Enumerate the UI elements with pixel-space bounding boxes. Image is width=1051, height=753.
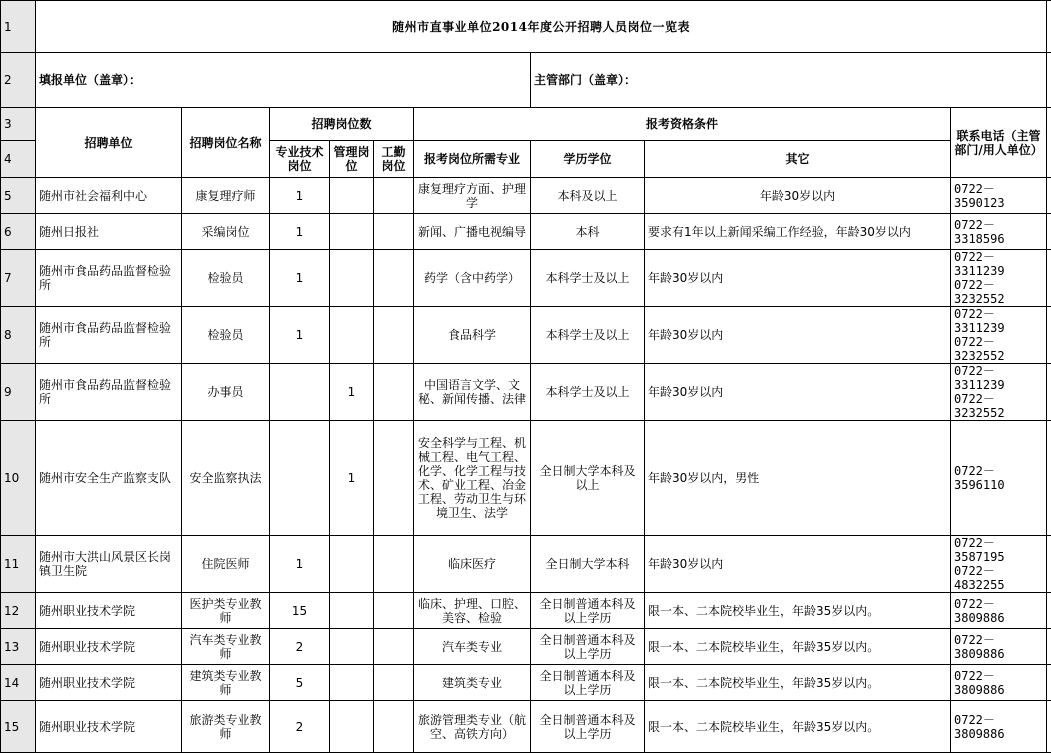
phone-number: 0722－3311239: [954, 250, 1043, 278]
cell-count-work[interactable]: [374, 665, 414, 701]
table-row: [1, 421, 1051, 536]
blank-cell[interactable]: [1047, 1, 1051, 53]
table-row: [1, 593, 1051, 629]
cell-unit[interactable]: 随州市食品药品监督检验所: [36, 364, 182, 421]
cell-count-pro[interactable]: 2: [270, 629, 330, 665]
fill-dept-label[interactable]: 主管部门（盖章）：: [531, 53, 1047, 108]
header-row-1: [1, 108, 1051, 141]
cell-count-mgmt[interactable]: 1: [330, 364, 374, 421]
blank-cell[interactable]: [1047, 421, 1051, 536]
phone-number: 0722－3809886: [954, 597, 1043, 625]
cell-other[interactable]: 年龄30岁以内，男性: [645, 421, 951, 536]
phone-number: 0722－3232552: [954, 278, 1043, 306]
header-edu[interactable]: 学历学位: [531, 141, 645, 178]
cell-phone[interactable]: [951, 629, 1047, 665]
row-header-2[interactable]: 2: [1, 53, 36, 108]
cell-major[interactable]: 药学（含中药学）: [414, 250, 531, 307]
cell-count-mgmt[interactable]: 1: [330, 421, 374, 536]
table-row: [1, 536, 1051, 593]
cell-major[interactable]: 安全科学与工程、机械工程、电气工程、化学、化学工程与技术、矿业工程、冶金工程、劳动卫生与环境卫生、法学: [414, 421, 531, 536]
cell-count-pro[interactable]: [270, 421, 330, 536]
blank-cell[interactable]: [1047, 53, 1051, 108]
cell-unit[interactable]: 随州职业技术学院: [36, 593, 182, 629]
header-post[interactable]: 招聘岗位名称: [182, 108, 270, 178]
header-count-mgmt[interactable]: 管理岗位: [330, 141, 374, 178]
cell-phone[interactable]: [951, 307, 1047, 364]
cell-edu[interactable]: 本科学士及以上: [531, 250, 645, 307]
header-count[interactable]: 招聘岗位数: [270, 108, 414, 141]
cell-count-mgmt[interactable]: [330, 629, 374, 665]
cell-major[interactable]: 新闻、广播电视编导: [414, 214, 531, 250]
cell-count-work[interactable]: [374, 701, 414, 753]
cell-major[interactable]: 康复理疗方面、护理学: [414, 178, 531, 214]
header-count-work[interactable]: 工勤岗位: [374, 141, 414, 178]
blank-cell[interactable]: [1047, 250, 1051, 307]
row-header-7[interactable]: 7: [1, 250, 36, 307]
blank-cell[interactable]: [1047, 364, 1051, 421]
table-row: [1, 665, 1051, 701]
cell-edu[interactable]: 全日制大学本科及以上: [531, 421, 645, 536]
table-row: [1, 214, 1051, 250]
cell-phone[interactable]: [951, 536, 1047, 593]
table-row: [1, 629, 1051, 665]
blank-cell[interactable]: [1047, 214, 1051, 250]
cell-count-pro[interactable]: 5: [270, 665, 330, 701]
cell-edu[interactable]: 全日制普通本科及以上学历: [531, 593, 645, 629]
cell-count-pro[interactable]: 1: [270, 307, 330, 364]
cell-count-work[interactable]: [374, 250, 414, 307]
cell-count-mgmt[interactable]: [330, 250, 374, 307]
cell-count-work[interactable]: [374, 214, 414, 250]
cell-post[interactable]: 检验员: [182, 250, 270, 307]
cell-phone[interactable]: [951, 214, 1047, 250]
cell-other[interactable]: 年龄30岁以内: [645, 364, 951, 421]
cell-other[interactable]: 限一本、二本院校毕业生，年龄35岁以内。: [645, 593, 951, 629]
cell-count-pro[interactable]: 1: [270, 250, 330, 307]
header-unit[interactable]: 招聘单位: [36, 108, 182, 178]
phone-number: 0722－3232552: [954, 335, 1043, 363]
cell-count-pro[interactable]: [270, 364, 330, 421]
cell-major[interactable]: 旅游管理类专业（航空、高铁方向）: [414, 701, 531, 753]
cell-unit[interactable]: 随州职业技术学院: [36, 629, 182, 665]
cell-post[interactable]: 医护类专业教师: [182, 593, 270, 629]
page-title[interactable]: 随州市直事业单位2014年度公开招聘人员岗位一览表: [36, 1, 1047, 53]
blank-cell[interactable]: [1047, 629, 1051, 665]
blank-cell[interactable]: [1047, 307, 1051, 364]
phone-number: 0722－3311239: [954, 364, 1043, 392]
cell-major[interactable]: 汽车类专业: [414, 629, 531, 665]
table-row: [1, 364, 1051, 421]
cell-phone[interactable]: [951, 421, 1047, 536]
cell-other[interactable]: 限一本、二本院校毕业生，年龄35岁以内。: [645, 629, 951, 665]
phone-number: 0722－3590123: [954, 182, 1043, 210]
cell-count-mgmt[interactable]: [330, 178, 374, 214]
blank-cell[interactable]: [1047, 701, 1051, 753]
cell-post[interactable]: 检验员: [182, 307, 270, 364]
cell-count-work[interactable]: [374, 593, 414, 629]
fill-row: [1, 53, 1051, 108]
cell-phone[interactable]: [951, 701, 1047, 753]
cell-post[interactable]: 安全监察执法: [182, 421, 270, 536]
cell-major[interactable]: 临床、护理、口腔、美容、检验: [414, 593, 531, 629]
phone-number: 0722－3809886: [954, 713, 1043, 741]
cell-edu[interactable]: 本科学士及以上: [531, 364, 645, 421]
cell-other[interactable]: 要求有1年以上新闻采编工作经验，年龄30岁以内: [645, 214, 951, 250]
cell-post[interactable]: 办事员: [182, 364, 270, 421]
cell-unit[interactable]: 随州市大洪山风景区长岗镇卫生院: [36, 536, 182, 593]
cell-post[interactable]: 汽车类专业教师: [182, 629, 270, 665]
row-header-8[interactable]: 8: [1, 307, 36, 364]
cell-unit[interactable]: 随州市食品药品监督检验所: [36, 307, 182, 364]
cell-major[interactable]: 临床医疗: [414, 536, 531, 593]
cell-count-pro[interactable]: 1: [270, 178, 330, 214]
cell-post[interactable]: 住院医师: [182, 536, 270, 593]
cell-unit[interactable]: 随州市社会福利中心: [36, 178, 182, 214]
blank-cell[interactable]: [1047, 593, 1051, 629]
cell-other[interactable]: 限一本、二本院校毕业生，年龄35岁以内。: [645, 665, 951, 701]
cell-other[interactable]: 年龄30岁以内: [645, 307, 951, 364]
blank-cell[interactable]: [1047, 178, 1051, 214]
cell-unit[interactable]: 随州市安全生产监察支队: [36, 421, 182, 536]
cell-edu[interactable]: 全日制普通本科及以上学历: [531, 701, 645, 753]
cell-unit[interactable]: 随州职业技术学院: [36, 701, 182, 753]
cell-edu[interactable]: 本科: [531, 214, 645, 250]
cell-edu[interactable]: 本科学士及以上: [531, 307, 645, 364]
header-phone[interactable]: 联系电话（主管部门/用人单位）: [951, 108, 1047, 178]
cell-other[interactable]: 年龄30岁以内: [645, 178, 951, 214]
row-header-1[interactable]: 1: [1, 1, 36, 53]
row-header-10[interactable]: 10: [1, 421, 36, 536]
cell-edu[interactable]: 全日制普通本科及以上学历: [531, 665, 645, 701]
cell-other[interactable]: 限一本、二本院校毕业生，年龄35岁以内。: [645, 701, 951, 753]
table-row: [1, 701, 1051, 753]
header-major[interactable]: 报考岗位所需专业: [414, 141, 531, 178]
cell-phone[interactable]: [951, 364, 1047, 421]
table-row: [1, 178, 1051, 214]
cell-count-work[interactable]: [374, 421, 414, 536]
cell-count-work[interactable]: [374, 536, 414, 593]
cell-count-work[interactable]: [374, 178, 414, 214]
cell-edu[interactable]: 全日制大学本科: [531, 536, 645, 593]
table-row: [1, 250, 1051, 307]
blank-cell[interactable]: [1047, 108, 1051, 178]
cell-edu[interactable]: 全日制普通本科及以上学历: [531, 629, 645, 665]
cell-count-mgmt[interactable]: [330, 665, 374, 701]
phone-number: 0722－3318596: [954, 218, 1043, 246]
header-count-pro[interactable]: 专业技术岗位: [270, 141, 330, 178]
cell-count-pro[interactable]: 1: [270, 214, 330, 250]
cell-unit[interactable]: 随州市食品药品监督检验所: [36, 250, 182, 307]
phone-number: 0722－3587195: [954, 536, 1043, 564]
cell-unit[interactable]: 随州职业技术学院: [36, 665, 182, 701]
phone-number: 0722－3809886: [954, 669, 1043, 697]
cell-count-mgmt[interactable]: [330, 536, 374, 593]
title-row: [1, 1, 1051, 53]
cell-major[interactable]: 中国语言文学、文秘、新闻传播、法律: [414, 364, 531, 421]
row-header-3[interactable]: 3: [1, 108, 36, 141]
phone-number: 0722－3311239: [954, 307, 1043, 335]
cell-major[interactable]: 食品科学: [414, 307, 531, 364]
cell-count-pro[interactable]: 1: [270, 536, 330, 593]
row-header-14[interactable]: 14: [1, 665, 36, 701]
row-header-9[interactable]: 9: [1, 364, 36, 421]
blank-cell[interactable]: [1047, 665, 1051, 701]
cell-count-work[interactable]: [374, 364, 414, 421]
cell-post[interactable]: 旅游类专业教师: [182, 701, 270, 753]
cell-edu[interactable]: 本科及以上: [531, 178, 645, 214]
cell-count-pro[interactable]: 15: [270, 593, 330, 629]
cell-count-mgmt[interactable]: [330, 307, 374, 364]
cell-count-work[interactable]: [374, 307, 414, 364]
fill-unit-label[interactable]: 填报单位（盖章）：: [36, 53, 531, 108]
phone-number: 0722－4832255: [954, 564, 1043, 592]
row-header-12[interactable]: 12: [1, 593, 36, 629]
phone-number: 0722－3596110: [954, 464, 1043, 492]
cell-count-pro[interactable]: 2: [270, 701, 330, 753]
cell-other[interactable]: 年龄30岁以内: [645, 250, 951, 307]
cell-unit[interactable]: 随州日报社: [36, 214, 182, 250]
cell-phone[interactable]: [951, 665, 1047, 701]
cell-other[interactable]: 年龄30岁以内: [645, 536, 951, 593]
row-header-15[interactable]: 15: [1, 701, 36, 753]
row-header-6[interactable]: 6: [1, 214, 36, 250]
cell-count-mgmt[interactable]: [330, 214, 374, 250]
blank-cell[interactable]: [1047, 536, 1051, 593]
row-header-11[interactable]: 11: [1, 536, 36, 593]
header-conditions[interactable]: 报考资格条件: [414, 108, 951, 141]
phone-number: 0722－3232552: [954, 392, 1043, 420]
row-header-13[interactable]: 13: [1, 629, 36, 665]
phone-number: 0722－3809886: [954, 633, 1043, 661]
row-header-4[interactable]: 4: [1, 141, 36, 178]
cell-post[interactable]: 采编岗位: [182, 214, 270, 250]
cell-post[interactable]: 建筑类专业教师: [182, 665, 270, 701]
table-row: [1, 307, 1051, 364]
cell-phone[interactable]: [951, 178, 1047, 214]
cell-phone[interactable]: [951, 593, 1047, 629]
cell-major[interactable]: 建筑类专业: [414, 665, 531, 701]
header-other[interactable]: 其它: [645, 141, 951, 178]
cell-count-work[interactable]: [374, 629, 414, 665]
cell-count-mgmt[interactable]: [330, 593, 374, 629]
cell-post[interactable]: 康复理疗师: [182, 178, 270, 214]
row-header-5[interactable]: 5: [1, 178, 36, 214]
cell-count-mgmt[interactable]: [330, 701, 374, 753]
cell-phone[interactable]: [951, 250, 1047, 307]
